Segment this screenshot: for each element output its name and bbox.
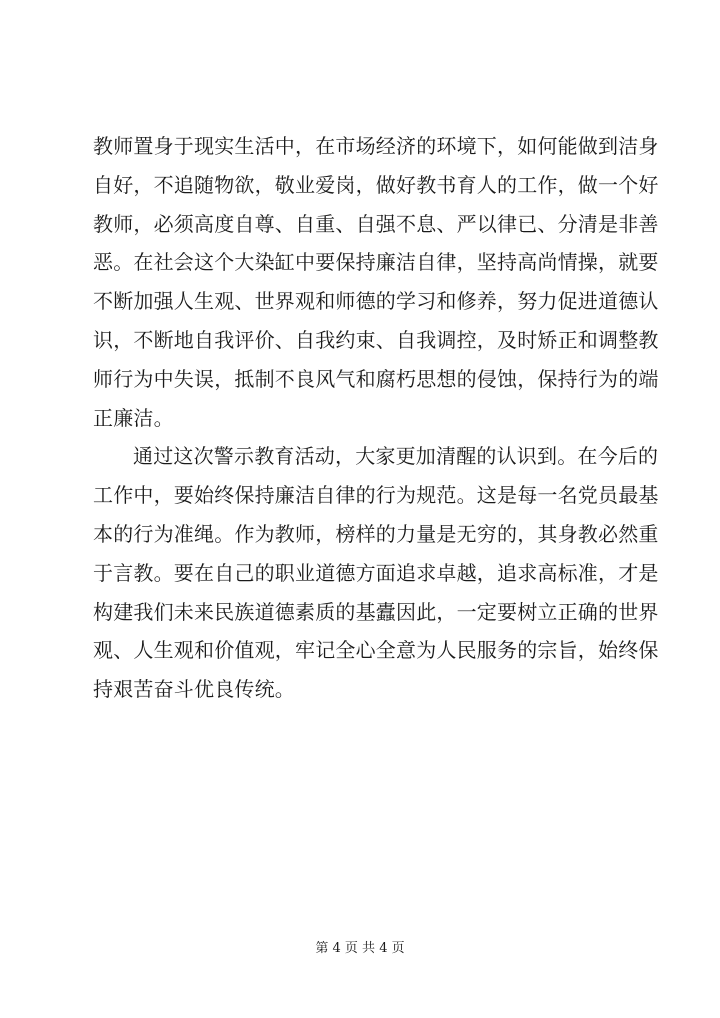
paragraph-line: 师行为中失误，抵制不良风气和腐朽思想的侵蚀，保持行为的端 [93,366,659,391]
paragraph-line: 于言教。要在自己的职业道德方面追求卓越，追求高标准，才是 [93,560,659,585]
paragraph-line: 本的行为准绳。作为教师，榜样的力量是无穷的，其身教必然重 [93,521,659,546]
paragraph-2 [93,437,659,709]
paragraph-line: 教师，必须高度自尊、自重、自强不息、严以律已、分清是非善 [93,211,659,236]
paragraph-line: 正廉洁。 [93,405,174,430]
paragraph-1 [93,127,659,437]
document-body [93,127,659,709]
page-number-footer: 第 4 页 共 4 页 [315,941,405,956]
paragraph-line: 自好，不追随物欲，敬业爱岗，做好教书育人的工作，做一个好 [93,172,659,197]
paragraph-line: 观、人生观和价值观，牢记全心全意为人民服务的宗旨，始终保 [93,638,659,663]
paragraph-line: 持艰苦奋斗优良传统。 [93,677,295,702]
paragraph-line: 通过这次警示教育活动，大家更加清醒的认识到。在今后的 [133,444,659,469]
paragraph-line: 构建我们未来民族道德素质的基蠹因此，一定要树立正确的世界 [93,599,659,624]
paragraph-line: 不断加强人生观、世界观和师德的学习和修养，努力促进道德认 [93,289,659,314]
paragraph-line: 工作中，要始终保持廉洁自律的行为规范。这是每一名党员最基 [93,483,659,508]
paragraph-line: 恶。在社会这个大染缸中要保持廉洁自律，坚持高尚情操，就要 [93,250,659,275]
paragraph-line: 教师置身于现实生活中，在市场经济的环境下，如何能做到洁身 [93,134,659,158]
paragraph-line: 识，不断地自我评价、自我约束、自我调控，及时矫正和调整教 [93,327,659,352]
